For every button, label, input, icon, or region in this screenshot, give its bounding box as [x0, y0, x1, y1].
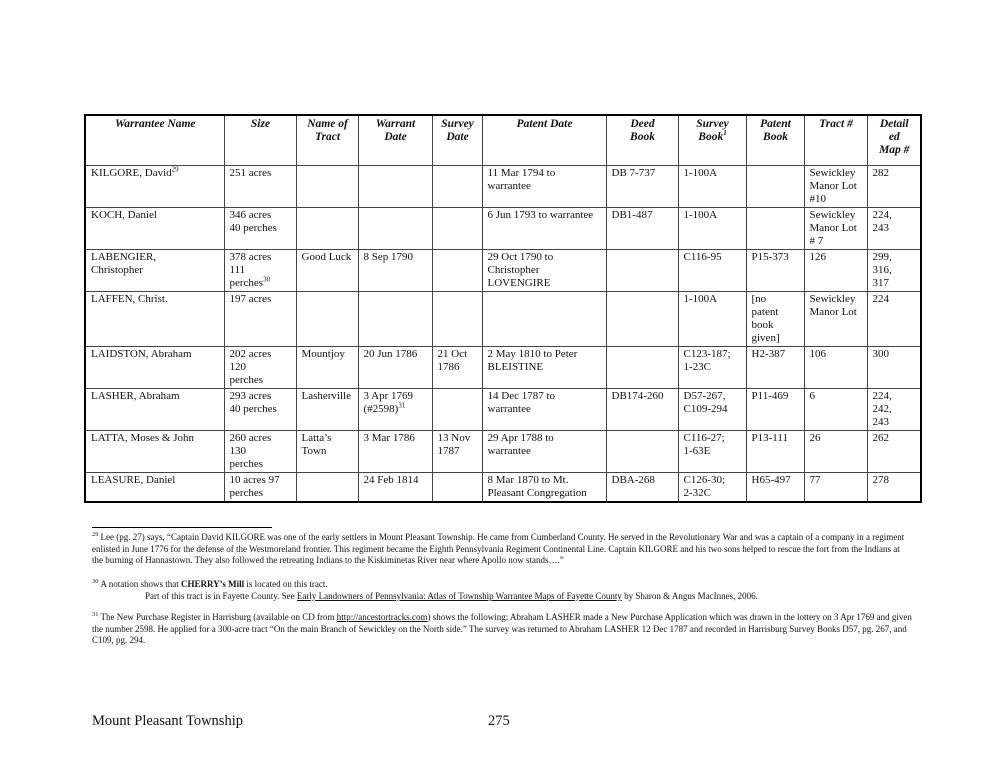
footnote-marker: 31 — [398, 400, 406, 409]
cell-text: 197 acres — [229, 292, 272, 305]
table-cell — [358, 388, 432, 430]
footnote-text: is located on this tract. — [244, 579, 328, 589]
table-row — [85, 472, 921, 502]
table-cell — [678, 346, 746, 388]
table-cell — [482, 472, 606, 502]
column-header — [432, 115, 482, 165]
table-row — [85, 430, 921, 472]
table-cell — [85, 291, 224, 346]
table-cell — [296, 291, 358, 346]
page-number: 275 — [488, 713, 510, 729]
table-row — [85, 346, 921, 388]
table-cell — [224, 249, 296, 291]
header-text: Book — [763, 131, 788, 143]
header-text: Survey — [441, 118, 474, 130]
cell-text: 1-23C — [683, 360, 711, 373]
table-cell — [85, 388, 224, 430]
table-cell — [746, 430, 804, 472]
header-text: Patent — [760, 118, 791, 130]
cell-text: LAIDSTON, Abraham — [91, 347, 192, 360]
footnote-marker: 29 — [171, 164, 179, 173]
footnote-text: The New Purchase Register in Harrisburg (available on CD from — [100, 612, 337, 622]
cell-text: 6 — [809, 389, 815, 402]
cell-text: 1-63E — [683, 444, 711, 457]
table-cell — [224, 207, 296, 249]
table-cell — [804, 207, 867, 249]
table-cell — [746, 388, 804, 430]
table-body — [85, 165, 921, 502]
cell-text: Latta’s — [301, 431, 332, 444]
table-cell — [678, 249, 746, 291]
footnote-30 — [92, 579, 912, 602]
cell-text: H65-497 — [751, 473, 791, 486]
cell-text: 40 perches — [229, 221, 277, 234]
table-cell — [746, 249, 804, 291]
cell-text: 317 — [872, 276, 889, 289]
cell-text: LAFFEN, Christ. — [91, 292, 168, 305]
table-cell — [296, 165, 358, 207]
table-cell — [804, 291, 867, 346]
cell-text: 126 — [809, 250, 826, 263]
table-cell — [432, 249, 482, 291]
table-cell — [606, 165, 678, 207]
cell-text: 11 Mar 1794 to — [487, 166, 556, 179]
cell-text: LABENGIER, — [91, 250, 157, 263]
header-text: Warrantee Name — [114, 118, 196, 130]
cell-text: 1-100A — [683, 208, 718, 221]
table-cell — [358, 165, 432, 207]
cell-text: LASHER, Abraham — [91, 389, 180, 402]
table-cell — [432, 291, 482, 346]
table-cell — [804, 346, 867, 388]
table-cell — [746, 165, 804, 207]
table-cell — [358, 291, 432, 346]
cell-text: Christopher — [487, 263, 540, 276]
cell-text: 300 — [872, 347, 889, 360]
cell-text: 3 Apr 1769 — [363, 389, 413, 402]
cell-text: Pleasant Congregation — [487, 486, 587, 499]
table-cell — [358, 346, 432, 388]
cell-text: 13 Nov — [437, 431, 471, 444]
header-text: Size — [250, 118, 271, 130]
column-header — [678, 115, 746, 165]
table-row — [85, 165, 921, 207]
table-cell — [85, 430, 224, 472]
table-cell — [678, 430, 746, 472]
table-header-row — [85, 115, 921, 165]
cell-text: 26 — [809, 431, 821, 444]
cell-text: given] — [751, 331, 780, 344]
cell-text: H2-387 — [751, 347, 786, 360]
cell-text: warrantee — [487, 444, 531, 457]
table-cell — [358, 472, 432, 502]
table-cell — [804, 249, 867, 291]
cell-text: 40 perches — [229, 402, 277, 415]
table-cell — [606, 249, 678, 291]
footnote-30-line2 — [92, 591, 912, 603]
cell-text: 1786 — [437, 360, 460, 373]
footnote-number: 31 — [92, 611, 99, 618]
table-cell — [358, 207, 432, 249]
table-cell — [867, 346, 921, 388]
cell-text: KOCH, Daniel — [91, 208, 157, 221]
table-cell — [804, 388, 867, 430]
footnote-divider — [92, 527, 272, 528]
column-header — [867, 115, 921, 165]
footnote-number: 29 — [92, 531, 99, 538]
table-cell — [746, 291, 804, 346]
header-text: Patent Date — [516, 118, 573, 130]
header-text: Tract — [314, 131, 341, 143]
header-text: Date — [446, 131, 469, 143]
header-text: Detail — [879, 118, 909, 130]
cell-text: #10 — [809, 192, 826, 205]
table-cell — [85, 249, 224, 291]
cell-text: 224, — [872, 389, 892, 402]
cell-text: 8 Sep 1790 — [363, 250, 413, 263]
footnote-marker: 1 — [723, 129, 727, 138]
table-cell — [804, 472, 867, 502]
cell-text: (#2598) — [363, 402, 399, 415]
table-cell — [482, 207, 606, 249]
column-header — [482, 115, 606, 165]
table-cell — [85, 207, 224, 249]
cell-text: C116-95 — [683, 250, 722, 263]
cell-text: 299, — [872, 250, 892, 263]
table-cell — [482, 346, 606, 388]
cell-text: 106 — [809, 347, 826, 360]
cell-text: 111 — [229, 263, 246, 276]
cell-text: LEASURE, Daniel — [91, 473, 176, 486]
ancestortracks-link[interactable]: http://ancestortracks.com — [336, 612, 428, 622]
table-row — [85, 291, 921, 346]
cell-text: 260 acres — [229, 431, 272, 444]
cell-text: 293 acres — [229, 389, 272, 402]
table-cell — [482, 291, 606, 346]
footnote-marker: 30 — [263, 274, 271, 283]
table-cell — [358, 249, 432, 291]
cell-text: LATTA, Moses & John — [91, 431, 195, 444]
cell-text: 20 Jun 1786 — [363, 347, 418, 360]
table-cell — [224, 388, 296, 430]
cell-text: 29 Apr 1788 to — [487, 431, 554, 444]
book-title-link[interactable]: Early Landowners of Pennsylvania: Atlas of Township Warrantee Maps of Fayette County — [296, 590, 622, 601]
header-text: Tract # — [819, 118, 853, 130]
table-cell — [678, 207, 746, 249]
table-cell — [867, 165, 921, 207]
cell-text: Sewickley — [809, 208, 856, 221]
table-cell — [746, 472, 804, 502]
column-header — [746, 115, 804, 165]
table-cell — [867, 430, 921, 472]
cell-text: Manor Lot — [809, 221, 857, 234]
header-text: Deed — [630, 118, 655, 130]
cell-text: C126-30; — [683, 473, 726, 486]
cell-text: 251 acres — [229, 166, 272, 179]
cell-text: P13-111 — [751, 431, 788, 444]
table-cell — [224, 291, 296, 346]
cell-text: LOVENGIRE — [487, 276, 551, 289]
table-cell — [296, 249, 358, 291]
cell-text: C123-187; — [683, 347, 731, 360]
cell-text: 6 Jun 1793 to warrantee — [487, 208, 594, 221]
cell-text: Manor Lot — [809, 179, 857, 192]
cell-text: 243 — [872, 415, 889, 428]
cell-text: 24 Feb 1814 — [363, 473, 419, 486]
cell-text: Manor Lot — [809, 305, 857, 318]
column-header — [358, 115, 432, 165]
cell-text: DB1-487 — [611, 208, 653, 221]
footnote-29 — [92, 532, 912, 567]
table-cell — [678, 165, 746, 207]
header-text: Survey — [696, 118, 729, 130]
table-cell — [296, 346, 358, 388]
table-cell — [606, 430, 678, 472]
cell-text: Lasherville — [301, 389, 351, 402]
table-cell — [482, 430, 606, 472]
table-cell — [678, 472, 746, 502]
table-cell — [804, 430, 867, 472]
cell-text: 224, — [872, 208, 892, 221]
cell-text: 130 — [229, 444, 246, 457]
cell-text: 378 acres — [229, 250, 272, 263]
table-cell — [432, 165, 482, 207]
column-header — [296, 115, 358, 165]
cell-text: 202 acres — [229, 347, 272, 360]
footnote-number: 30 — [92, 578, 99, 585]
table-cell — [606, 207, 678, 249]
cell-text: perches — [229, 486, 264, 499]
table-cell — [804, 165, 867, 207]
header-text: Map # — [879, 144, 910, 156]
table-row — [85, 249, 921, 291]
cell-text: 1787 — [437, 444, 460, 457]
header-text: Book — [698, 131, 724, 143]
cell-text: 262 — [872, 431, 889, 444]
table-cell — [296, 388, 358, 430]
column-header — [85, 115, 224, 165]
table-cell — [606, 388, 678, 430]
cell-text: 1-100A — [683, 166, 718, 179]
table-cell — [606, 346, 678, 388]
table-cell — [224, 472, 296, 502]
footnote-text: ) shows the following: Abraham LASHER made a New Purchase Application which was drawn in the lottery on 3 Apr 1769 and given the number 2598. He applied for a 300-acre tract “On the main Branch of Sewickley on the North side.” The survey was returned to Abraham LASHER 12 Dec 1787 and recorded in Harrisburg Survey Books D57, pg. 267, and C109, pg. 294. — [92, 612, 912, 645]
table-cell — [867, 249, 921, 291]
table-cell — [432, 346, 482, 388]
cell-text: 14 Dec 1787 to — [487, 389, 556, 402]
cell-text: 316, — [872, 263, 892, 276]
cell-text: 120 — [229, 360, 246, 373]
table-cell — [224, 430, 296, 472]
table-cell — [746, 346, 804, 388]
table-cell — [358, 430, 432, 472]
cell-text: 2-32C — [683, 486, 711, 499]
table-cell — [432, 430, 482, 472]
cell-text: C116-27; — [683, 431, 725, 444]
cell-text: 1-100A — [683, 292, 718, 305]
header-text: ed — [888, 131, 900, 143]
table-cell — [746, 207, 804, 249]
cell-text: P11-469 — [751, 389, 789, 402]
cell-text: 29 Oct 1790 to — [487, 250, 554, 263]
mill-name: CHERRY’s Mill — [181, 579, 245, 589]
table-cell — [606, 472, 678, 502]
table-cell — [867, 291, 921, 346]
cell-text: 243 — [872, 221, 889, 234]
table-cell — [482, 388, 606, 430]
cell-text: Christopher — [91, 263, 143, 276]
cell-text: Good Luck — [301, 250, 352, 263]
table-cell — [85, 472, 224, 502]
table-cell — [867, 472, 921, 502]
cell-text: KILGORE, David — [91, 166, 172, 179]
table-cell — [296, 472, 358, 502]
table-cell — [432, 207, 482, 249]
table-cell — [85, 346, 224, 388]
cell-text: 282 — [872, 166, 889, 179]
cell-text: DB174-260 — [611, 389, 664, 402]
cell-text: 8 Mar 1870 to Mt. — [487, 473, 569, 486]
cell-text: patent — [751, 305, 779, 318]
cell-text: 3 Mar 1786 — [363, 431, 415, 444]
table-cell — [678, 291, 746, 346]
cell-text: warrantee — [487, 402, 531, 415]
cell-text: 21 Oct — [437, 347, 468, 360]
cell-text: 242, — [872, 402, 892, 415]
cell-text: 77 — [809, 473, 821, 486]
footnote-31 — [92, 612, 912, 647]
cell-text: DBA-268 — [611, 473, 655, 486]
cell-text: DB 7-737 — [611, 166, 656, 179]
table-cell — [482, 165, 606, 207]
cell-text: C109-294 — [683, 402, 728, 415]
header-text: Book — [630, 131, 655, 143]
table-row — [85, 207, 921, 249]
cell-text: 224 — [872, 292, 889, 305]
cell-text: 2 May 1810 to Peter — [487, 347, 578, 360]
table-row — [85, 388, 921, 430]
table-cell — [482, 249, 606, 291]
table-cell — [606, 291, 678, 346]
cell-text: 10 acres 97 — [229, 473, 280, 486]
cell-text: perches — [229, 276, 264, 289]
cell-text: perches — [229, 457, 264, 470]
warrantee-table — [84, 114, 922, 503]
table-cell — [224, 346, 296, 388]
cell-text: 278 — [872, 473, 889, 486]
cell-text: BLEISTINE — [487, 360, 544, 373]
cell-text: Town — [301, 444, 327, 457]
table-cell — [85, 165, 224, 207]
footnote-text: Part of this tract is in Fayette County. See — [145, 590, 297, 601]
column-header — [224, 115, 296, 165]
footnote-text: Lee (pg. 27) says, “Captain David KILGORE was one of the early settlers in Mount Pleasant Township. He came from Cumberland County. He served in the Revolutionary War and was a captain of a company in a regiment enlisted in June 1776 for the defense of the Westmoreland frontier. This regiment became the Eighth Pennsylvania Regiment Continental Line. Captain KILGORE and his two sons helped to rescue the fort from the Indians at the burning of Hannastown. They also followed the retreating Indians to the Kiskiminetas River near where Apollo now stands….” — [92, 532, 905, 565]
cell-text: 346 acres — [229, 208, 272, 221]
table-cell — [296, 430, 358, 472]
header-text: Warrant — [375, 118, 416, 130]
table-cell — [867, 388, 921, 430]
table-cell — [432, 472, 482, 502]
cell-text: D57-267, — [683, 389, 726, 402]
table-cell — [432, 388, 482, 430]
column-header — [606, 115, 678, 165]
cell-text: [no — [751, 292, 767, 305]
cell-text: # 7 — [809, 234, 824, 247]
cell-text: Sewickley — [809, 166, 856, 179]
footnote-text: A notation shows that — [100, 579, 181, 589]
column-header — [804, 115, 867, 165]
table-cell — [224, 165, 296, 207]
cell-text: Mountjoy — [301, 347, 345, 360]
footnote-text: by Sharon & Angus MacInnes, 2006. — [621, 590, 758, 601]
header-text: Date — [384, 131, 407, 143]
cell-text: book — [751, 318, 774, 331]
cell-text: perches — [229, 373, 264, 386]
cell-text: warrantee — [487, 179, 531, 192]
header-text: Name of — [307, 118, 348, 130]
cell-text: Sewickley — [809, 292, 856, 305]
table-cell — [678, 388, 746, 430]
table-cell — [296, 207, 358, 249]
cell-text: P15-373 — [751, 250, 789, 263]
footer-township: Mount Pleasant Township — [92, 713, 243, 729]
table-cell — [867, 207, 921, 249]
